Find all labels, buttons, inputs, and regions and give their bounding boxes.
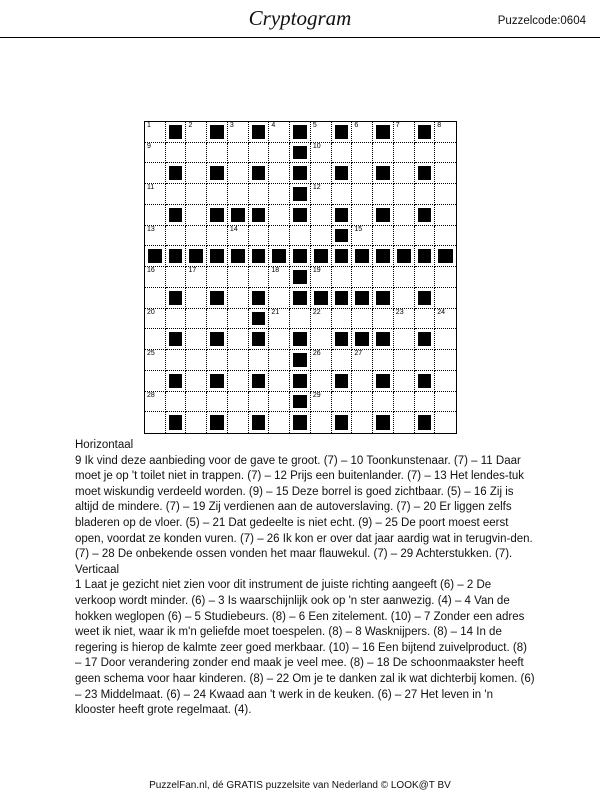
grid-cell[interactable]	[311, 371, 332, 392]
grid-cell[interactable]	[394, 350, 415, 371]
grid-cell[interactable]	[145, 205, 166, 226]
black-cell	[249, 329, 270, 350]
grid-cell[interactable]	[435, 143, 456, 164]
black-cell	[166, 163, 187, 184]
black-cell	[207, 288, 228, 309]
grid-cell[interactable]	[394, 288, 415, 309]
black-cell	[332, 246, 353, 267]
grid-cell[interactable]	[373, 226, 394, 247]
grid-cell[interactable]	[311, 122, 332, 143]
grid-cell[interactable]	[269, 205, 290, 226]
grid-cell[interactable]	[394, 143, 415, 164]
black-cell	[373, 288, 394, 309]
grid-cell[interactable]	[269, 392, 290, 413]
black-cell	[166, 122, 187, 143]
black-cell	[207, 205, 228, 226]
grid-cell[interactable]	[435, 371, 456, 392]
grid-cell[interactable]	[311, 392, 332, 413]
black-cell	[207, 246, 228, 267]
black-cell	[207, 371, 228, 392]
grid-cell[interactable]	[145, 163, 166, 184]
grid-cell[interactable]	[269, 371, 290, 392]
grid-cell[interactable]	[311, 267, 332, 288]
grid-cell[interactable]	[186, 205, 207, 226]
grid-cell[interactable]	[373, 309, 394, 330]
black-cell	[373, 122, 394, 143]
black-cell	[228, 246, 249, 267]
black-cell	[290, 392, 311, 413]
grid-cell[interactable]	[186, 163, 207, 184]
cell-number: 18	[271, 267, 280, 275]
grid-cell[interactable]	[269, 267, 290, 288]
grid-cell[interactable]	[352, 392, 373, 413]
black-cell	[332, 329, 353, 350]
black-cell	[373, 163, 394, 184]
black-cell	[332, 163, 353, 184]
grid-cell[interactable]	[228, 309, 249, 330]
cell-number: 19	[312, 267, 321, 275]
grid-cell[interactable]	[435, 205, 456, 226]
grid-cell[interactable]	[394, 122, 415, 143]
grid-cell[interactable]	[435, 350, 456, 371]
black-cell	[352, 246, 373, 267]
cell-number: 8	[437, 122, 442, 129]
black-cell	[228, 205, 249, 226]
cell-number: 7	[395, 122, 400, 129]
black-cell	[249, 122, 270, 143]
black-cell	[332, 412, 353, 433]
cell-number: 24	[437, 308, 446, 316]
black-cell	[332, 371, 353, 392]
footer-credit: PuzzelFan.nl, dé GRATIS puzzelsite van Nederland © LOOK@T BV	[149, 780, 451, 791]
grid-cell[interactable]	[394, 205, 415, 226]
cell-number: 25	[147, 350, 155, 358]
cell-number: 10	[312, 142, 321, 150]
black-cell	[415, 122, 436, 143]
grid-cell[interactable]	[435, 329, 456, 350]
grid-cell[interactable]	[145, 122, 166, 143]
grid-cell[interactable]	[166, 309, 187, 330]
grid-cell[interactable]	[228, 412, 249, 433]
cell-number: 27	[354, 350, 363, 358]
grid-cell[interactable]	[207, 184, 228, 205]
black-cell	[415, 412, 436, 433]
cell-number: 16	[147, 267, 155, 275]
grid-cell[interactable]	[394, 267, 415, 288]
black-cell	[290, 205, 311, 226]
cell-number: 28	[147, 391, 155, 399]
grid-cell[interactable]	[373, 267, 394, 288]
cell-number: 29	[312, 391, 321, 399]
cell-number: 9	[147, 142, 151, 150]
black-cell	[207, 329, 228, 350]
grid-cell[interactable]	[269, 184, 290, 205]
grid-cell[interactable]	[166, 184, 187, 205]
grid-cell[interactable]	[394, 392, 415, 413]
black-cell	[249, 288, 270, 309]
grid-cell[interactable]	[394, 226, 415, 247]
grid-cell[interactable]	[311, 143, 332, 164]
grid-cell[interactable]	[207, 226, 228, 247]
grid-cell[interactable]	[145, 350, 166, 371]
grid-cell[interactable]	[352, 226, 373, 247]
black-cell	[332, 122, 353, 143]
grid-cell[interactable]	[415, 267, 436, 288]
grid-cell[interactable]	[249, 226, 270, 247]
grid-cell[interactable]	[415, 392, 436, 413]
black-cell	[352, 288, 373, 309]
header-divider	[0, 37, 600, 38]
black-cell	[415, 371, 436, 392]
black-cell	[415, 163, 436, 184]
grid-cell[interactable]	[332, 350, 353, 371]
black-cell	[394, 246, 415, 267]
black-cell	[207, 122, 228, 143]
grid-cell[interactable]	[373, 350, 394, 371]
grid-cell[interactable]	[415, 184, 436, 205]
grid-cell[interactable]	[228, 267, 249, 288]
black-cell	[290, 184, 311, 205]
grid-cell[interactable]	[228, 163, 249, 184]
grid-cell[interactable]	[311, 309, 332, 330]
grid-cell[interactable]	[186, 267, 207, 288]
cell-number: 22	[312, 308, 321, 316]
black-cell	[373, 329, 394, 350]
black-cell	[166, 412, 187, 433]
grid-cell[interactable]	[373, 184, 394, 205]
grid-cell[interactable]	[311, 329, 332, 350]
grid-cell[interactable]	[145, 329, 166, 350]
black-cell	[373, 246, 394, 267]
grid-cell[interactable]	[228, 392, 249, 413]
grid-cell[interactable]	[352, 122, 373, 143]
grid-cell[interactable]	[269, 350, 290, 371]
black-cell	[269, 246, 290, 267]
grid-cell[interactable]	[394, 163, 415, 184]
grid-cell[interactable]	[332, 267, 353, 288]
black-cell	[435, 246, 456, 267]
grid-cell[interactable]	[207, 350, 228, 371]
grid-cell[interactable]	[269, 163, 290, 184]
cell-number: 3	[229, 122, 234, 129]
black-cell	[415, 288, 436, 309]
black-cell	[290, 329, 311, 350]
grid-cell[interactable]	[186, 350, 207, 371]
grid-cell[interactable]	[269, 143, 290, 164]
grid-cell[interactable]	[311, 163, 332, 184]
grid-cell[interactable]	[415, 309, 436, 330]
vertical-clues: 1 Laat je gezicht niet zien voor dit instrument de juiste richting aangeeft (6) – 2 De verkoop wordt minder. (6) – 3 Is waarschijnlijk ook op 'n ster aanwezig. (4) – 4 Van de hokken weglopen (6) – 5 Studiebeurs. (8) – 6 Een zitelement. (10) – 7 Zonder een adres weet ik niet, waar ik m'n geliefde moet toespelen. (8) – 8 Wasknijpers. (8) – 14 In de regering is hierop de kalmte zeer goed merkbaar. (10) – 16 Een bijtend zuivelproduct. (8) – 17 Door verandering zonder end maak je veel mee. (8) – 18 De schoonmaakster heeft geen schema voor haar kinderen. (8) – 22 Om je te danken zal ik wat dichterbij komen. (6) – 23 Middelmaat. (6) – 24 Kwaad aan 't werk in de keuken. (6) – 27 Het leven in 'n klooster heeft grote regelmaat. (4).	[75, 579, 535, 717]
black-cell	[145, 246, 166, 267]
grid-cell[interactable]	[186, 184, 207, 205]
grid-cell[interactable]	[186, 288, 207, 309]
grid-cell[interactable]	[186, 329, 207, 350]
grid-cell[interactable]	[145, 412, 166, 433]
grid-cell[interactable]	[166, 392, 187, 413]
grid-cell[interactable]	[332, 392, 353, 413]
black-cell	[249, 309, 270, 330]
grid-cell[interactable]	[332, 184, 353, 205]
cell-number: 13	[147, 225, 155, 233]
black-cell	[415, 205, 436, 226]
crossword-grid[interactable]	[144, 121, 457, 434]
grid-cell[interactable]	[145, 309, 166, 330]
grid-cell[interactable]	[228, 288, 249, 309]
black-cell	[249, 246, 270, 267]
black-cell	[332, 205, 353, 226]
grid-cell[interactable]	[145, 288, 166, 309]
grid-cell[interactable]	[228, 184, 249, 205]
grid-cell[interactable]	[145, 267, 166, 288]
grid-cell[interactable]	[415, 226, 436, 247]
grid-cell[interactable]	[249, 184, 270, 205]
cell-number: 11	[147, 184, 155, 192]
grid-cell[interactable]	[207, 309, 228, 330]
grid-cell[interactable]	[269, 329, 290, 350]
grid-cell[interactable]	[394, 184, 415, 205]
grid-cell[interactable]	[352, 267, 373, 288]
grid-cell[interactable]	[249, 392, 270, 413]
grid-cell[interactable]	[186, 392, 207, 413]
grid-cell[interactable]	[394, 371, 415, 392]
grid-cell[interactable]	[352, 143, 373, 164]
grid-cell[interactable]	[394, 412, 415, 433]
grid-cell[interactable]	[145, 184, 166, 205]
grid-cell[interactable]	[269, 288, 290, 309]
grid-cell[interactable]	[373, 143, 394, 164]
black-cell	[249, 371, 270, 392]
black-cell	[166, 371, 187, 392]
horizontal-clues: 9 Ik vind deze aanbieding voor de gave te groot. (7) – 10 Toonkunstenaar. (7) – 11 Daar moet je op 't toilet niet in trappen. (7) – 12 Prijs een buitenlander. (7) – 13 Het lendes-tuk moet wiskundig verdeeld worden. (9) – 15 Deze borrel is goed zichtbaar. (5) – 16 Zij is altijd de mindere. (7) – 19 Zij verdienen aan de autoverslaving. (7) – 20 Er liggen zelfs bladeren op de vloer. (5) – 21 Dat gedeelte is niet echt. (9) – 25 De poort moest eerst open, voordat ze konden vuren. (7) – 26 Ik kon er over dat jaar aardig wat in terugvin-den. (7) – 28 De onbekende ossen vonden het maar flauwekul. (7) – 29 Achterstukken. (7).	[75, 454, 533, 561]
black-cell	[373, 412, 394, 433]
grid-cell[interactable]	[269, 226, 290, 247]
grid-cell[interactable]	[415, 350, 436, 371]
black-cell	[166, 329, 187, 350]
grid-cell[interactable]	[435, 309, 456, 330]
grid-cell[interactable]	[352, 309, 373, 330]
cell-number: 15	[354, 225, 363, 233]
grid-cell[interactable]	[186, 412, 207, 433]
black-cell	[352, 329, 373, 350]
grid-cell[interactable]	[435, 267, 456, 288]
grid-cell[interactable]	[352, 412, 373, 433]
black-cell	[166, 246, 187, 267]
grid-cell[interactable]	[249, 143, 270, 164]
grid-cell[interactable]	[352, 163, 373, 184]
cell-number: 14	[229, 225, 238, 233]
grid-cell[interactable]	[228, 226, 249, 247]
cell-number: 1	[147, 122, 151, 129]
black-cell	[290, 163, 311, 184]
grid-cell[interactable]	[207, 392, 228, 413]
black-cell	[311, 288, 332, 309]
grid-cell[interactable]	[290, 309, 311, 330]
cell-number: 12	[312, 184, 321, 192]
cell-number: 6	[354, 122, 359, 129]
grid-cell[interactable]	[373, 392, 394, 413]
cell-number: 20	[147, 308, 155, 316]
clues-section	[75, 438, 535, 719]
black-cell	[166, 288, 187, 309]
cell-number: 23	[395, 308, 404, 316]
grid-cell[interactable]	[311, 184, 332, 205]
grid-cell[interactable]	[394, 309, 415, 330]
grid-cell[interactable]	[435, 163, 456, 184]
grid-cell[interactable]	[352, 371, 373, 392]
grid-cell[interactable]	[186, 371, 207, 392]
grid-cell[interactable]	[249, 267, 270, 288]
black-cell	[290, 412, 311, 433]
cell-number: 17	[188, 267, 197, 275]
grid-cell[interactable]	[228, 350, 249, 371]
grid-cell[interactable]	[228, 371, 249, 392]
grid-cell[interactable]	[311, 226, 332, 247]
grid-cell[interactable]	[207, 143, 228, 164]
horizontal-heading: Horizontaal	[75, 439, 134, 451]
grid-cell[interactable]	[166, 143, 187, 164]
grid-cell[interactable]	[145, 371, 166, 392]
black-cell	[332, 226, 353, 247]
grid-cell[interactable]	[435, 288, 456, 309]
grid-cell[interactable]	[269, 122, 290, 143]
black-cell	[290, 267, 311, 288]
black-cell	[332, 288, 353, 309]
grid-cell[interactable]	[228, 122, 249, 143]
grid-cell[interactable]	[228, 329, 249, 350]
grid-cell[interactable]	[352, 350, 373, 371]
black-cell	[290, 122, 311, 143]
grid-cell[interactable]	[311, 412, 332, 433]
grid-cell[interactable]	[435, 392, 456, 413]
puzzle-code: Puzzelcode:0604	[497, 15, 586, 27]
grid-cell[interactable]	[186, 309, 207, 330]
grid-cell[interactable]	[311, 205, 332, 226]
grid-cell[interactable]	[435, 226, 456, 247]
grid-cell[interactable]	[311, 350, 332, 371]
vertical-heading: Verticaal	[75, 563, 120, 576]
grid-cell[interactable]	[435, 122, 456, 143]
black-cell	[207, 163, 228, 184]
grid-cell[interactable]	[186, 143, 207, 164]
grid-cell[interactable]	[166, 226, 187, 247]
black-cell	[249, 205, 270, 226]
black-cell	[373, 205, 394, 226]
grid-cell[interactable]	[352, 205, 373, 226]
grid-cell[interactable]	[207, 267, 228, 288]
cell-number: 4	[271, 122, 276, 129]
grid-cell[interactable]	[332, 143, 353, 164]
cell-number: 2	[188, 122, 193, 129]
black-cell	[311, 246, 332, 267]
black-cell	[290, 371, 311, 392]
puzzle-title: Cryptogram	[248, 6, 352, 30]
black-cell	[373, 371, 394, 392]
cell-number: 26	[312, 350, 321, 358]
grid-cell[interactable]	[166, 267, 187, 288]
grid-cell[interactable]	[394, 329, 415, 350]
black-cell	[290, 143, 311, 164]
black-cell	[290, 350, 311, 371]
grid-cell[interactable]	[332, 309, 353, 330]
grid-cell[interactable]	[435, 184, 456, 205]
grid-cell[interactable]	[415, 143, 436, 164]
black-cell	[249, 163, 270, 184]
black-cell	[415, 329, 436, 350]
black-cell	[290, 246, 311, 267]
grid-cell[interactable]	[145, 392, 166, 413]
grid-cell[interactable]	[145, 143, 166, 164]
grid-cell[interactable]	[352, 184, 373, 205]
grid-cell[interactable]	[269, 309, 290, 330]
grid-cell[interactable]	[166, 350, 187, 371]
grid-cell[interactable]	[186, 226, 207, 247]
black-cell	[290, 288, 311, 309]
grid-cell[interactable]	[435, 412, 456, 433]
black-cell	[249, 412, 270, 433]
black-cell	[415, 246, 436, 267]
black-cell	[166, 205, 187, 226]
grid-cell[interactable]	[186, 122, 207, 143]
black-cell	[207, 412, 228, 433]
grid-cell[interactable]	[269, 412, 290, 433]
grid-cell[interactable]	[290, 226, 311, 247]
grid-cell[interactable]	[249, 350, 270, 371]
cell-number: 21	[271, 308, 280, 316]
grid-cell[interactable]	[228, 143, 249, 164]
grid-cell[interactable]	[145, 226, 166, 247]
black-cell	[186, 246, 207, 267]
cell-number: 5	[312, 122, 317, 129]
